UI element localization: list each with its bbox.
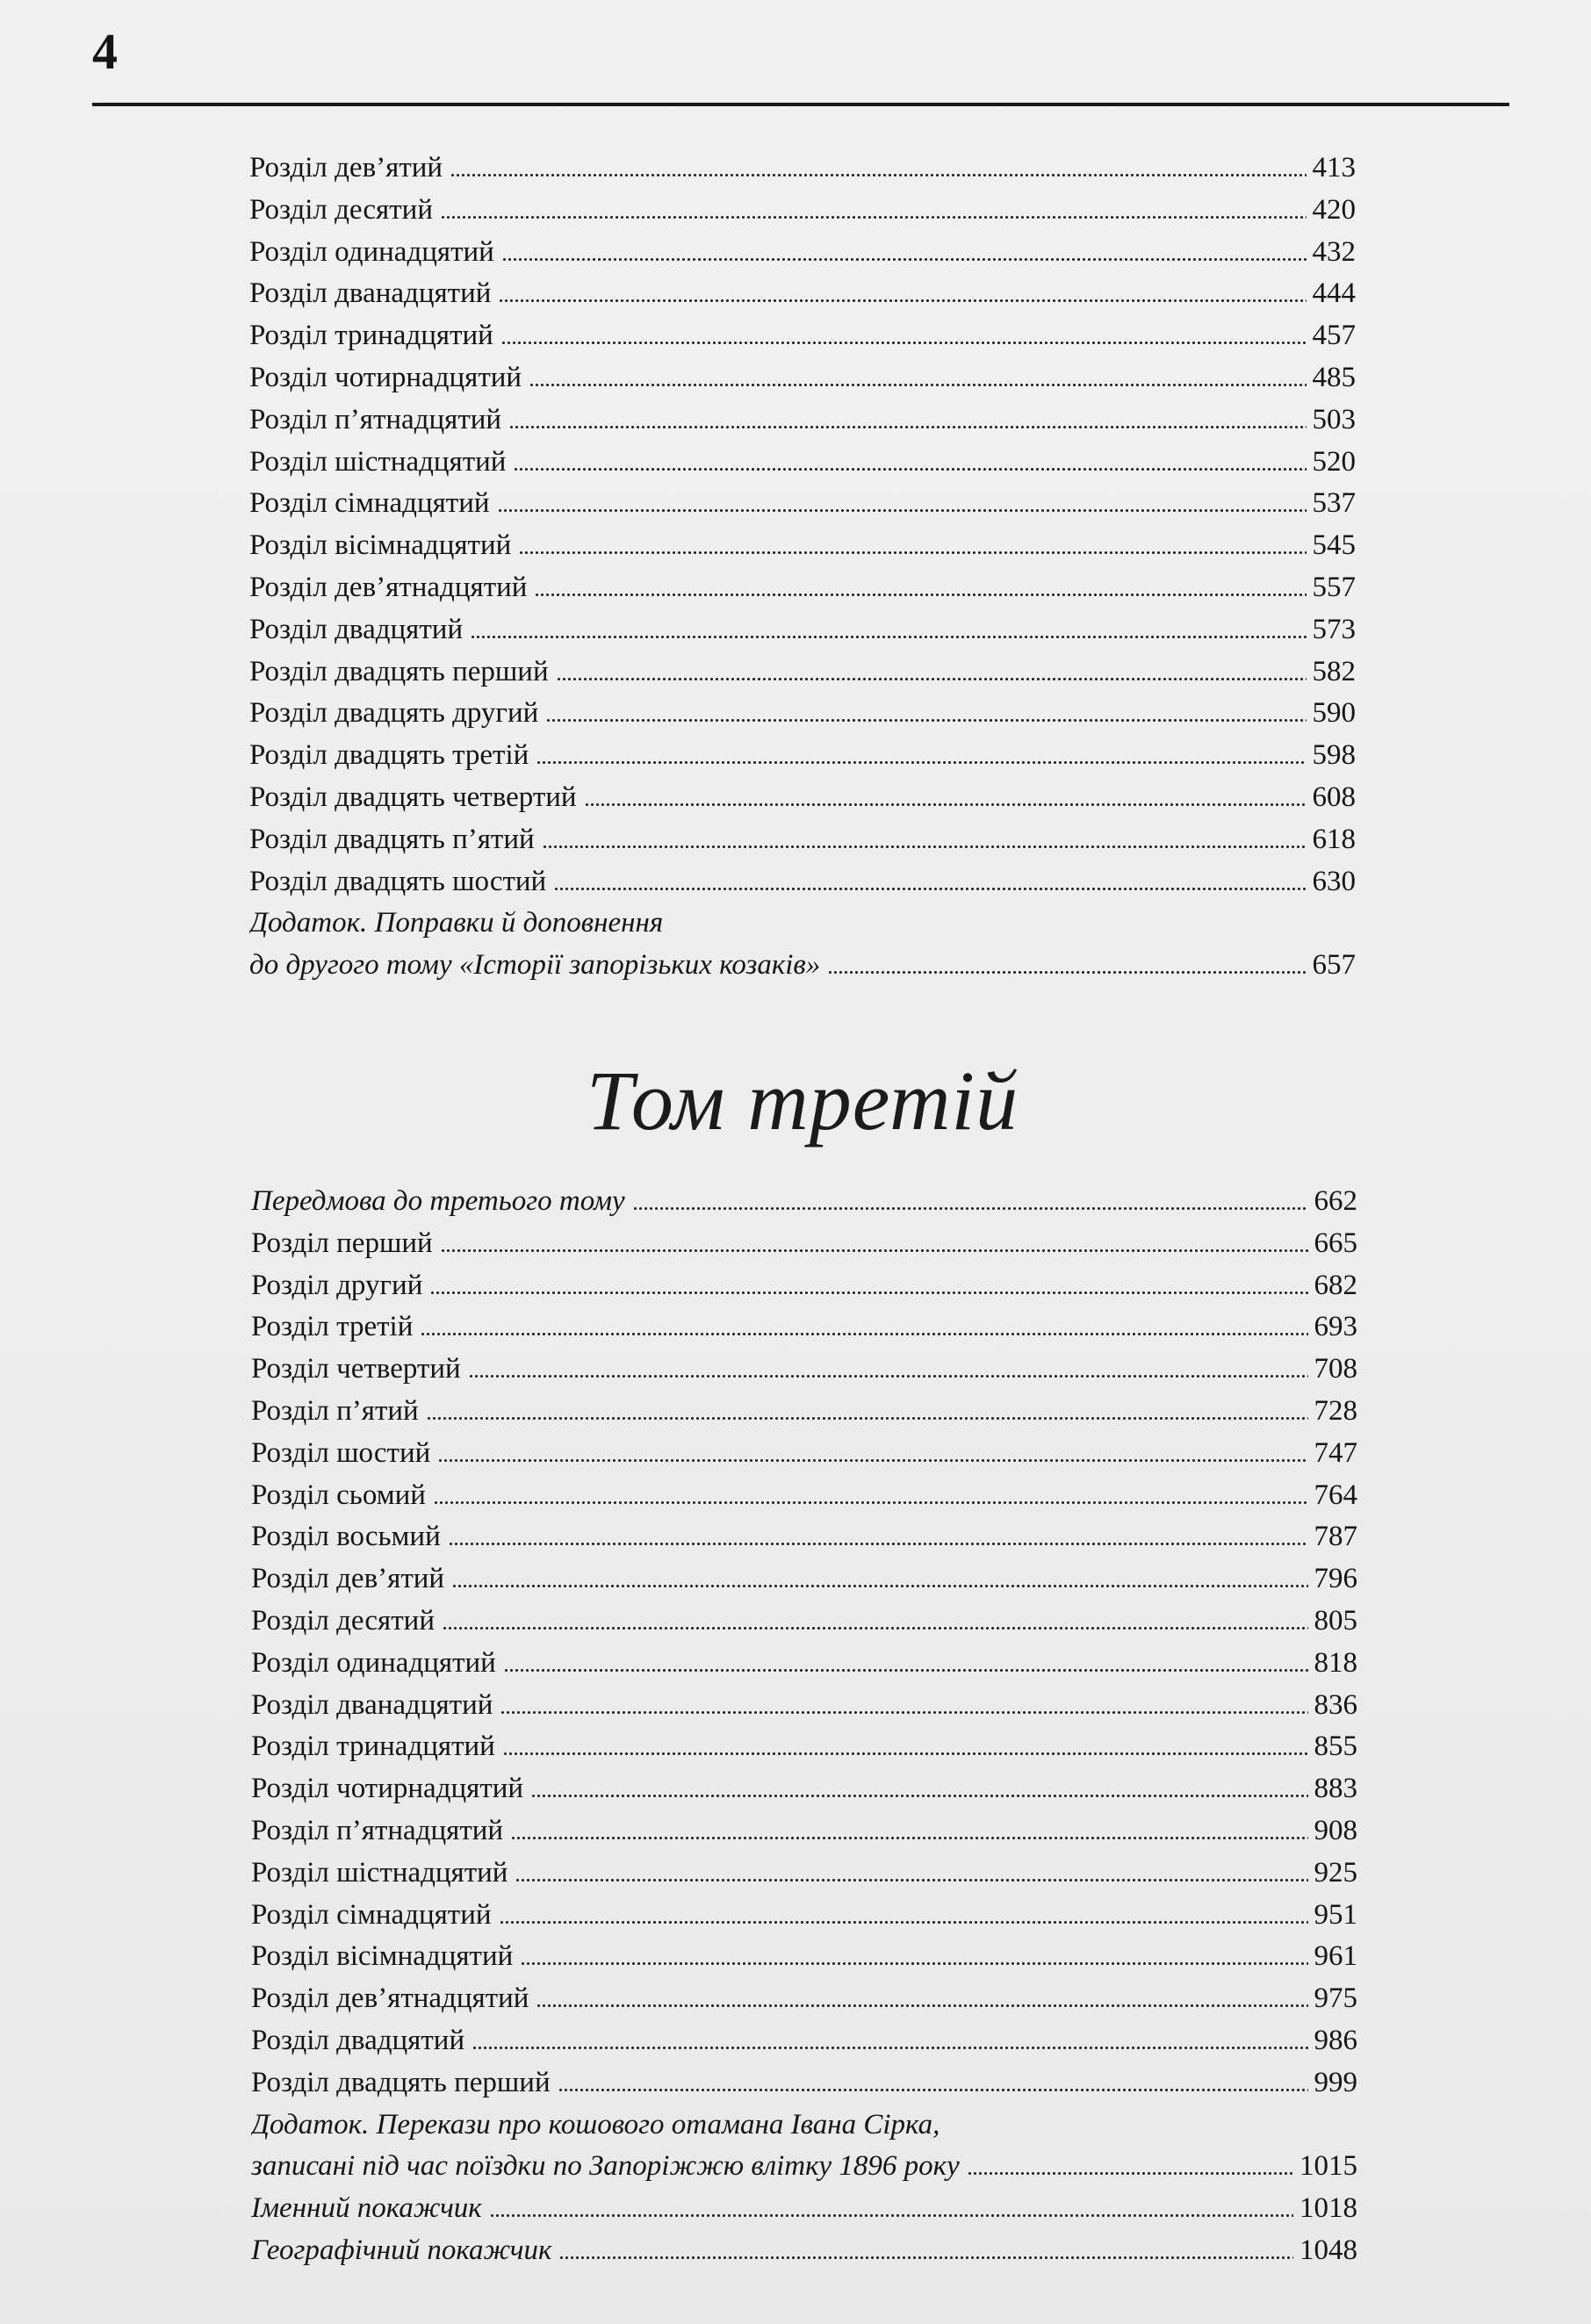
dot-leader xyxy=(537,2004,1307,2007)
toc-entry-page: 590 xyxy=(1312,697,1356,730)
toc-entry-title: Розділ шостий xyxy=(251,1436,431,1469)
toc-chapter-entry xyxy=(249,693,1356,735)
toc-entry-page: 747 xyxy=(1314,1436,1357,1469)
toc-appendix-line xyxy=(251,2105,1357,2147)
dot-leader xyxy=(450,1543,1308,1545)
toc-entry-title: до другого тому «Історії запорізьких козаків» xyxy=(249,949,821,982)
toc-entry-page: 883 xyxy=(1314,1773,1357,1805)
toc-entry-title: Розділ двадцять перший xyxy=(251,2066,551,2098)
toc-chapter-entry xyxy=(249,357,1356,399)
dot-leader xyxy=(491,2214,1293,2217)
toc-entry-page: 1018 xyxy=(1299,2192,1357,2225)
toc-entry-page: 608 xyxy=(1312,781,1356,813)
dot-leader xyxy=(442,216,1307,219)
toc-entry-page: 693 xyxy=(1314,1311,1357,1343)
toc-entry-page: 457 xyxy=(1312,320,1356,352)
dot-leader xyxy=(522,1962,1307,1965)
dot-leader xyxy=(968,2172,1293,2175)
toc-entry-title: Розділ третій xyxy=(251,1311,414,1343)
toc-entry-title: Розділ сімнадцятий xyxy=(249,487,490,520)
toc-chapter-entry xyxy=(251,1306,1357,1349)
toc-chapter-entry xyxy=(249,483,1356,525)
toc-volume3 xyxy=(251,1181,1357,2272)
toc-entry-page: 961 xyxy=(1314,1940,1357,1973)
toc-entry-page: 503 xyxy=(1312,403,1356,435)
toc-chapter-entry xyxy=(249,567,1356,609)
toc-entry-page: 520 xyxy=(1312,445,1356,478)
dot-leader xyxy=(504,1752,1308,1755)
toc-entry-title: записані під час поїздки по Запоріжжю влітку 1896 року xyxy=(251,2150,960,2183)
dot-leader xyxy=(503,258,1307,261)
toc-entry-page: 787 xyxy=(1314,1521,1357,1553)
toc-entry-page: 582 xyxy=(1312,655,1356,687)
toc-entry-page: 708 xyxy=(1314,1353,1357,1385)
toc-entry-title: Розділ шістнадцятий xyxy=(251,1856,508,1889)
toc-entry-page: 999 xyxy=(1314,2066,1357,2098)
toc-chapter-entry xyxy=(251,1516,1357,1558)
toc-entry-title: Розділ чотирнадцятий xyxy=(251,1773,524,1805)
toc-chapter-entry xyxy=(249,273,1356,315)
toc-entry-title: Розділ двадцять шостий xyxy=(249,865,547,897)
toc-chapter-entry xyxy=(251,1391,1357,1433)
toc-entry-page: 836 xyxy=(1314,1688,1357,1721)
toc-entry-title: Розділ четвертий xyxy=(251,1353,461,1385)
dot-leader xyxy=(473,2047,1307,2049)
toc-chapter-entry xyxy=(249,442,1356,484)
dot-leader xyxy=(472,636,1306,638)
dot-leader xyxy=(470,1375,1308,1378)
toc-entry-title: Розділ одинадцятий xyxy=(251,1646,496,1679)
toc-chapter-entry xyxy=(251,1978,1357,2020)
toc-entry-page: 413 xyxy=(1312,152,1356,183)
toc-entry-title: Розділ одинадцятий xyxy=(249,235,494,268)
dot-leader xyxy=(544,845,1307,848)
toc-entry-page: 657 xyxy=(1312,949,1356,982)
dot-leader xyxy=(435,1501,1308,1504)
toc-entry-page: 485 xyxy=(1312,361,1356,393)
toc-entry-title: Розділ двадцять третій xyxy=(249,739,529,772)
toc-entry-page: 1048 xyxy=(1299,2234,1357,2266)
toc-entry-page: 1015 xyxy=(1299,2150,1357,2183)
toc-entry-title: Додаток. Поправки й доповнення xyxy=(249,907,664,939)
toc-entry-page: 975 xyxy=(1314,1982,1357,2015)
toc-chapter-entry xyxy=(251,1223,1357,1265)
toc-entry-title: Розділ восьмий xyxy=(251,1521,441,1553)
toc-volume2-continuation xyxy=(249,147,1356,987)
toc-entry-title: Іменний покажчик xyxy=(251,2192,482,2225)
toc-preface-entry xyxy=(251,1181,1357,1223)
toc-entry-page: 805 xyxy=(1314,1604,1357,1637)
toc-entry-title: Розділ дев’ятнадцятий xyxy=(251,1982,529,2015)
dot-leader xyxy=(502,342,1307,344)
dot-leader xyxy=(558,678,1307,680)
toc-entry-title: Розділ двадцятий xyxy=(251,2024,465,2056)
toc-entry-title: Розділ п’ятнадцятий xyxy=(251,1814,504,1846)
dot-leader xyxy=(443,1627,1308,1630)
toc-chapter-entry xyxy=(251,1643,1357,1685)
dot-leader xyxy=(512,1837,1307,1839)
toc-entry-title: Розділ тринадцятий xyxy=(251,1730,495,1763)
toc-entry-page: 598 xyxy=(1312,739,1356,772)
toc-entry-title: Розділ десятий xyxy=(251,1604,435,1637)
toc-entry-title: Розділ п’ятий xyxy=(251,1394,419,1427)
header-rule xyxy=(92,103,1509,106)
toc-entry-title: Розділ перший xyxy=(251,1227,433,1259)
toc-appendix-line xyxy=(249,945,1356,987)
dot-leader xyxy=(560,2256,1293,2259)
dot-leader xyxy=(536,594,1306,596)
toc-entry-title: Додаток. Перекази про кошового отамана Івана Сірка, xyxy=(251,2108,940,2141)
toc-entry-title: Розділ дев’ятий xyxy=(251,1563,445,1595)
toc-entry-title: Розділ двадцятий xyxy=(249,613,464,645)
dot-leader xyxy=(431,1292,1307,1294)
dot-leader xyxy=(530,384,1306,386)
dot-leader xyxy=(421,1333,1307,1335)
dot-leader xyxy=(501,1711,1307,1714)
page-number: 4 xyxy=(92,23,118,80)
toc-entry-title: Розділ двадцять п’ятий xyxy=(249,823,535,855)
toc-chapter-entry xyxy=(249,735,1356,777)
dot-leader xyxy=(559,2089,1308,2091)
toc-chapter-entry xyxy=(249,777,1356,819)
dot-leader xyxy=(510,426,1306,428)
dot-leader xyxy=(505,1669,1308,1672)
toc-entry-title: Розділ вісімнадцятий xyxy=(249,529,512,562)
toc-entry-page: 618 xyxy=(1312,823,1356,855)
dot-leader xyxy=(555,888,1306,890)
toc-index-entry xyxy=(251,2230,1357,2272)
toc-entry-title: Розділ двадцять другий xyxy=(249,697,539,730)
toc-appendix-line xyxy=(251,2146,1357,2188)
toc-chapter-entry xyxy=(251,1349,1357,1391)
toc-entry-page: 444 xyxy=(1312,277,1356,310)
toc-entry-page: 925 xyxy=(1314,1856,1357,1889)
toc-entry-title: Розділ сімнадцятий xyxy=(251,1898,492,1931)
dot-leader xyxy=(439,1459,1307,1462)
toc-chapter-entry xyxy=(249,525,1356,567)
toc-entry-page: 764 xyxy=(1314,1479,1357,1511)
toc-entry-page: 420 xyxy=(1312,193,1356,226)
dot-leader xyxy=(586,803,1307,806)
toc-entry-title: Розділ тринадцятий xyxy=(249,320,493,352)
dot-leader xyxy=(634,1207,1308,1210)
dot-leader xyxy=(500,299,1306,302)
toc-chapter-entry xyxy=(249,651,1356,694)
toc-entry-page: 662 xyxy=(1314,1185,1357,1217)
toc-chapter-entry xyxy=(249,819,1356,861)
toc-entry-title: Розділ дев’ятнадцятий xyxy=(249,571,528,603)
toc-entry-page: 951 xyxy=(1314,1898,1357,1931)
toc-entry-title: Розділ двадцять четвертий xyxy=(249,781,577,813)
toc-chapter-entry xyxy=(251,1853,1357,1895)
toc-entry-title: Розділ десятий xyxy=(249,193,433,226)
toc-entry-page: 986 xyxy=(1314,2024,1357,2056)
toc-chapter-entry xyxy=(249,232,1356,274)
toc-chapter-entry xyxy=(251,1433,1357,1475)
toc-chapter-entry xyxy=(251,1768,1357,1810)
toc-entry-title: Географічний покажчик xyxy=(251,2234,552,2266)
dot-leader xyxy=(520,551,1306,554)
toc-entry-title: Розділ шістнадцятий xyxy=(249,445,507,478)
toc-entry-title: Розділ п’ятнадцятий xyxy=(249,403,502,435)
toc-chapter-entry xyxy=(249,190,1356,232)
toc-chapter-entry xyxy=(251,1895,1357,1937)
toc-entry-page: 682 xyxy=(1314,1269,1357,1301)
toc-entry-title: Розділ другий xyxy=(251,1269,423,1301)
dot-leader xyxy=(453,1585,1307,1587)
dot-leader xyxy=(516,1879,1307,1882)
toc-entry-page: 545 xyxy=(1312,529,1356,562)
toc-entry-page: 796 xyxy=(1314,1563,1357,1595)
toc-chapter-entry xyxy=(249,609,1356,651)
toc-entry-page: 630 xyxy=(1312,865,1356,897)
dot-leader xyxy=(500,1921,1308,1924)
toc-appendix-line xyxy=(249,903,1356,945)
volume3-heading: Том третій xyxy=(586,1054,1019,1148)
toc-chapter-entry xyxy=(249,399,1356,442)
dot-leader xyxy=(829,971,1306,974)
dot-leader xyxy=(547,719,1306,722)
toc-chapter-entry xyxy=(251,1685,1357,1727)
toc-entry-title: Розділ сьомий xyxy=(251,1479,426,1511)
toc-entry-page: 908 xyxy=(1314,1814,1357,1846)
dot-leader xyxy=(428,1417,1308,1420)
dot-leader xyxy=(537,761,1306,764)
toc-entry-title: Передмова до третього тому xyxy=(251,1185,625,1217)
toc-index-entry xyxy=(251,2188,1357,2230)
toc-entry-page: 818 xyxy=(1314,1646,1357,1679)
toc-entry-page: 728 xyxy=(1314,1394,1357,1427)
toc-entry-title: Розділ вісімнадцятий xyxy=(251,1940,514,1973)
dot-leader xyxy=(442,1249,1308,1252)
toc-chapter-entry xyxy=(251,2062,1357,2105)
toc-chapter-entry xyxy=(249,315,1356,357)
toc-chapter-entry xyxy=(251,1726,1357,1768)
toc-chapter-entry xyxy=(251,1936,1357,1978)
toc-chapter-entry xyxy=(251,1475,1357,1517)
toc-entry-page: 665 xyxy=(1314,1227,1357,1259)
toc-entry-page: 573 xyxy=(1312,613,1356,645)
dot-leader xyxy=(515,468,1306,471)
toc-chapter-entry xyxy=(251,1601,1357,1643)
dot-leader xyxy=(532,1795,1307,1797)
dot-leader xyxy=(499,509,1307,512)
toc-entry-title: Розділ дев’ятий xyxy=(249,152,443,183)
toc-entry-title: Розділ двадцять перший xyxy=(249,655,549,687)
toc-entry-page: 432 xyxy=(1312,235,1356,268)
dot-leader xyxy=(451,174,1306,176)
toc-chapter-entry xyxy=(249,147,1356,190)
toc-entry-title: Розділ дванадцятий xyxy=(249,277,492,310)
toc-entry-title: Розділ чотирнадцятий xyxy=(249,361,522,393)
toc-entry-page: 557 xyxy=(1312,571,1356,603)
toc-entry-page: 537 xyxy=(1312,487,1356,520)
toc-entry-title: Розділ дванадцятий xyxy=(251,1688,493,1721)
toc-entry-page: 855 xyxy=(1314,1730,1357,1763)
toc-chapter-entry xyxy=(251,1810,1357,1853)
toc-chapter-entry xyxy=(251,1558,1357,1601)
toc-chapter-entry xyxy=(251,2020,1357,2062)
toc-chapter-entry xyxy=(249,861,1356,903)
toc-chapter-entry xyxy=(251,1265,1357,1307)
